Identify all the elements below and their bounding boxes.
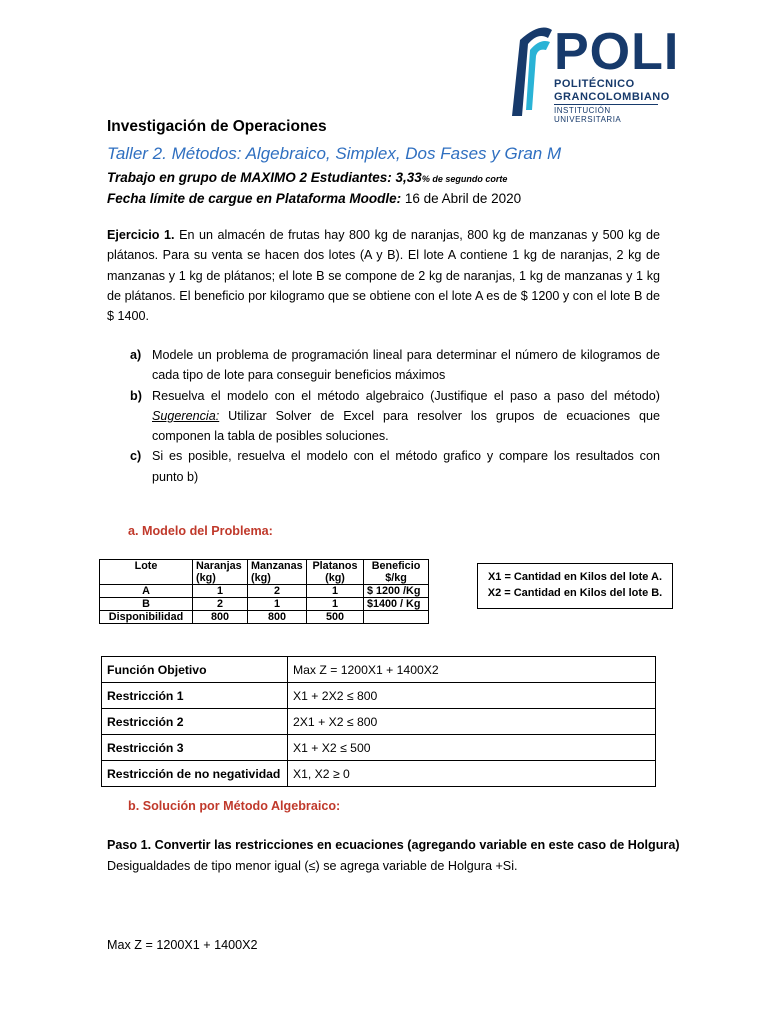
table-row xyxy=(102,683,656,709)
model-key: Restricción de no negatividad xyxy=(102,761,288,787)
table-row xyxy=(100,611,429,624)
logo-line-1: POLITÉCNICO xyxy=(554,78,635,90)
table-cell: 1 xyxy=(248,598,307,611)
deadline xyxy=(107,191,521,206)
deadline-value: 16 de Abril de 2020 xyxy=(404,191,522,206)
table-cell: 800 xyxy=(248,611,307,624)
list-item xyxy=(130,446,660,487)
table-cell: 2 xyxy=(193,598,248,611)
table-header-cell: Manzanas (kg) xyxy=(248,560,307,585)
model-value: 2X1 + X2 ≤ 800 xyxy=(288,709,656,735)
table-cell: 500 xyxy=(307,611,364,624)
table-cell: $ 1200 /Kg xyxy=(364,585,429,598)
course-title: Investigación de Operaciones xyxy=(107,118,327,135)
table-header-row xyxy=(100,560,429,585)
data-table xyxy=(99,559,429,624)
table-row xyxy=(102,657,656,683)
table-row xyxy=(100,585,429,598)
deadline-label: Fecha límite de cargue en Plataforma Moodle: xyxy=(107,191,402,206)
table-cell: Disponibilidad xyxy=(100,611,193,624)
section-a-heading: a. Modelo del Problema: xyxy=(128,524,273,538)
group-info xyxy=(107,170,507,185)
objective-function: Max Z = 1200X1 + 1400X2 xyxy=(107,938,258,952)
variables-box xyxy=(477,563,673,609)
poli-logo xyxy=(510,20,680,124)
table-cell: 1 xyxy=(307,585,364,598)
model-key: Restricción 3 xyxy=(102,735,288,761)
table-header-cell: Platanos (kg) xyxy=(307,560,364,585)
item-label: b) xyxy=(130,388,142,403)
table-row xyxy=(102,709,656,735)
table-cell: 1 xyxy=(193,585,248,598)
item-label: a) xyxy=(130,348,142,362)
model-value: X1 + 2X2 ≤ 800 xyxy=(288,683,656,709)
model-key: Restricción 2 xyxy=(102,709,288,735)
model-key: Restricción 1 xyxy=(102,683,288,709)
item-label: c) xyxy=(130,449,142,464)
model-key: Función Objetivo xyxy=(102,657,288,683)
group-label: Trabajo en grupo de MAXIMO 2 Estudiantes: 3,33 xyxy=(107,170,422,185)
model-value: X1, X2 ≥ 0 xyxy=(288,761,656,787)
step-1-text: Desigualdades de tipo menor igual (≤) se agrega variable de Holgura +Si. xyxy=(107,859,518,873)
table-cell xyxy=(364,611,429,624)
poli-emblem-icon xyxy=(510,20,554,120)
logo-divider xyxy=(554,104,658,105)
section-b-heading: b. Solución por Método Algebraico: xyxy=(128,799,341,813)
taller-title: Taller 2. Métodos: Algebraico, Simplex, Dos Fases y Gran M xyxy=(107,144,562,163)
logo-line-3: INSTITUCIÓN UNIVERSITARIA xyxy=(554,106,622,124)
table-cell: B xyxy=(100,598,193,611)
exercise-label: Ejercicio 1. xyxy=(107,228,175,242)
table-header-cell: Lote xyxy=(100,560,193,585)
table-cell: 800 xyxy=(193,611,248,624)
table-cell: $1400 / Kg xyxy=(364,598,429,611)
table-row xyxy=(100,598,429,611)
suggestion-label: Sugerencia: xyxy=(152,408,220,423)
table-row xyxy=(102,761,656,787)
variable-x1: X1 = Cantidad en Kilos del lote A. xyxy=(487,571,663,583)
item-text: Modele un problema de programación lineal para determinar el número de kilogramos de cada tipo de lote para conseguir beneficios máximos xyxy=(152,348,660,383)
table-cell: A xyxy=(100,585,193,598)
model-table xyxy=(101,656,656,787)
table-cell: 1 xyxy=(307,598,364,611)
item-text: Resuelva el modelo con el método algebraico (Justifique el paso a paso del método) xyxy=(152,388,660,403)
model-value: X1 + X2 ≤ 500 xyxy=(288,735,656,761)
table-header-cell: Naranjas (kg) xyxy=(193,560,248,585)
list-item xyxy=(130,345,660,386)
item-text: Si es posible, resuelva el modelo con el método grafico y compare los resultados con punto b) xyxy=(152,449,660,484)
exercise-text: En un almacén de frutas hay 800 kg de naranjas, 800 kg de manzanas y 500 kg de plátanos. Para su venta se hacen dos lotes (A y B). El lote A contiene 1 kg de naranjas, 2 kg de manzanas y 1 kg de plátanos; el lote B se compone de 2 kg de naranjas, 1 kg de manzanas y 1 kg de plátanos. El beneficio por kilogramo que se obtiene con el lote A es de $ 1200 y con el lote B de $ 1400. xyxy=(107,228,660,324)
logo-line-2: GRANCOLOMBIANO xyxy=(554,91,670,103)
table-header-cell: Beneficio $/kg xyxy=(364,560,429,585)
variable-x2: X2 = Cantidad en Kilos del lote B. xyxy=(487,587,663,599)
logo-wordmark: POLI xyxy=(554,23,680,81)
exercise-items xyxy=(130,345,660,487)
table-cell: 2 xyxy=(248,585,307,598)
exercise-statement xyxy=(107,225,660,326)
table-row xyxy=(102,735,656,761)
list-item xyxy=(130,386,660,447)
suggestion-text: Utilizar Solver de Excel para resolver los grupos de ecuaciones que componen la tabla de posibles soluciones. xyxy=(152,408,660,444)
group-suffix: % de segundo corte xyxy=(421,174,508,184)
model-value: Max Z = 1200X1 + 1400X2 xyxy=(288,657,656,683)
step-1-heading: Paso 1. Convertir las restricciones en ecuaciones (agregando variable en este caso de Holgura) xyxy=(107,838,680,852)
